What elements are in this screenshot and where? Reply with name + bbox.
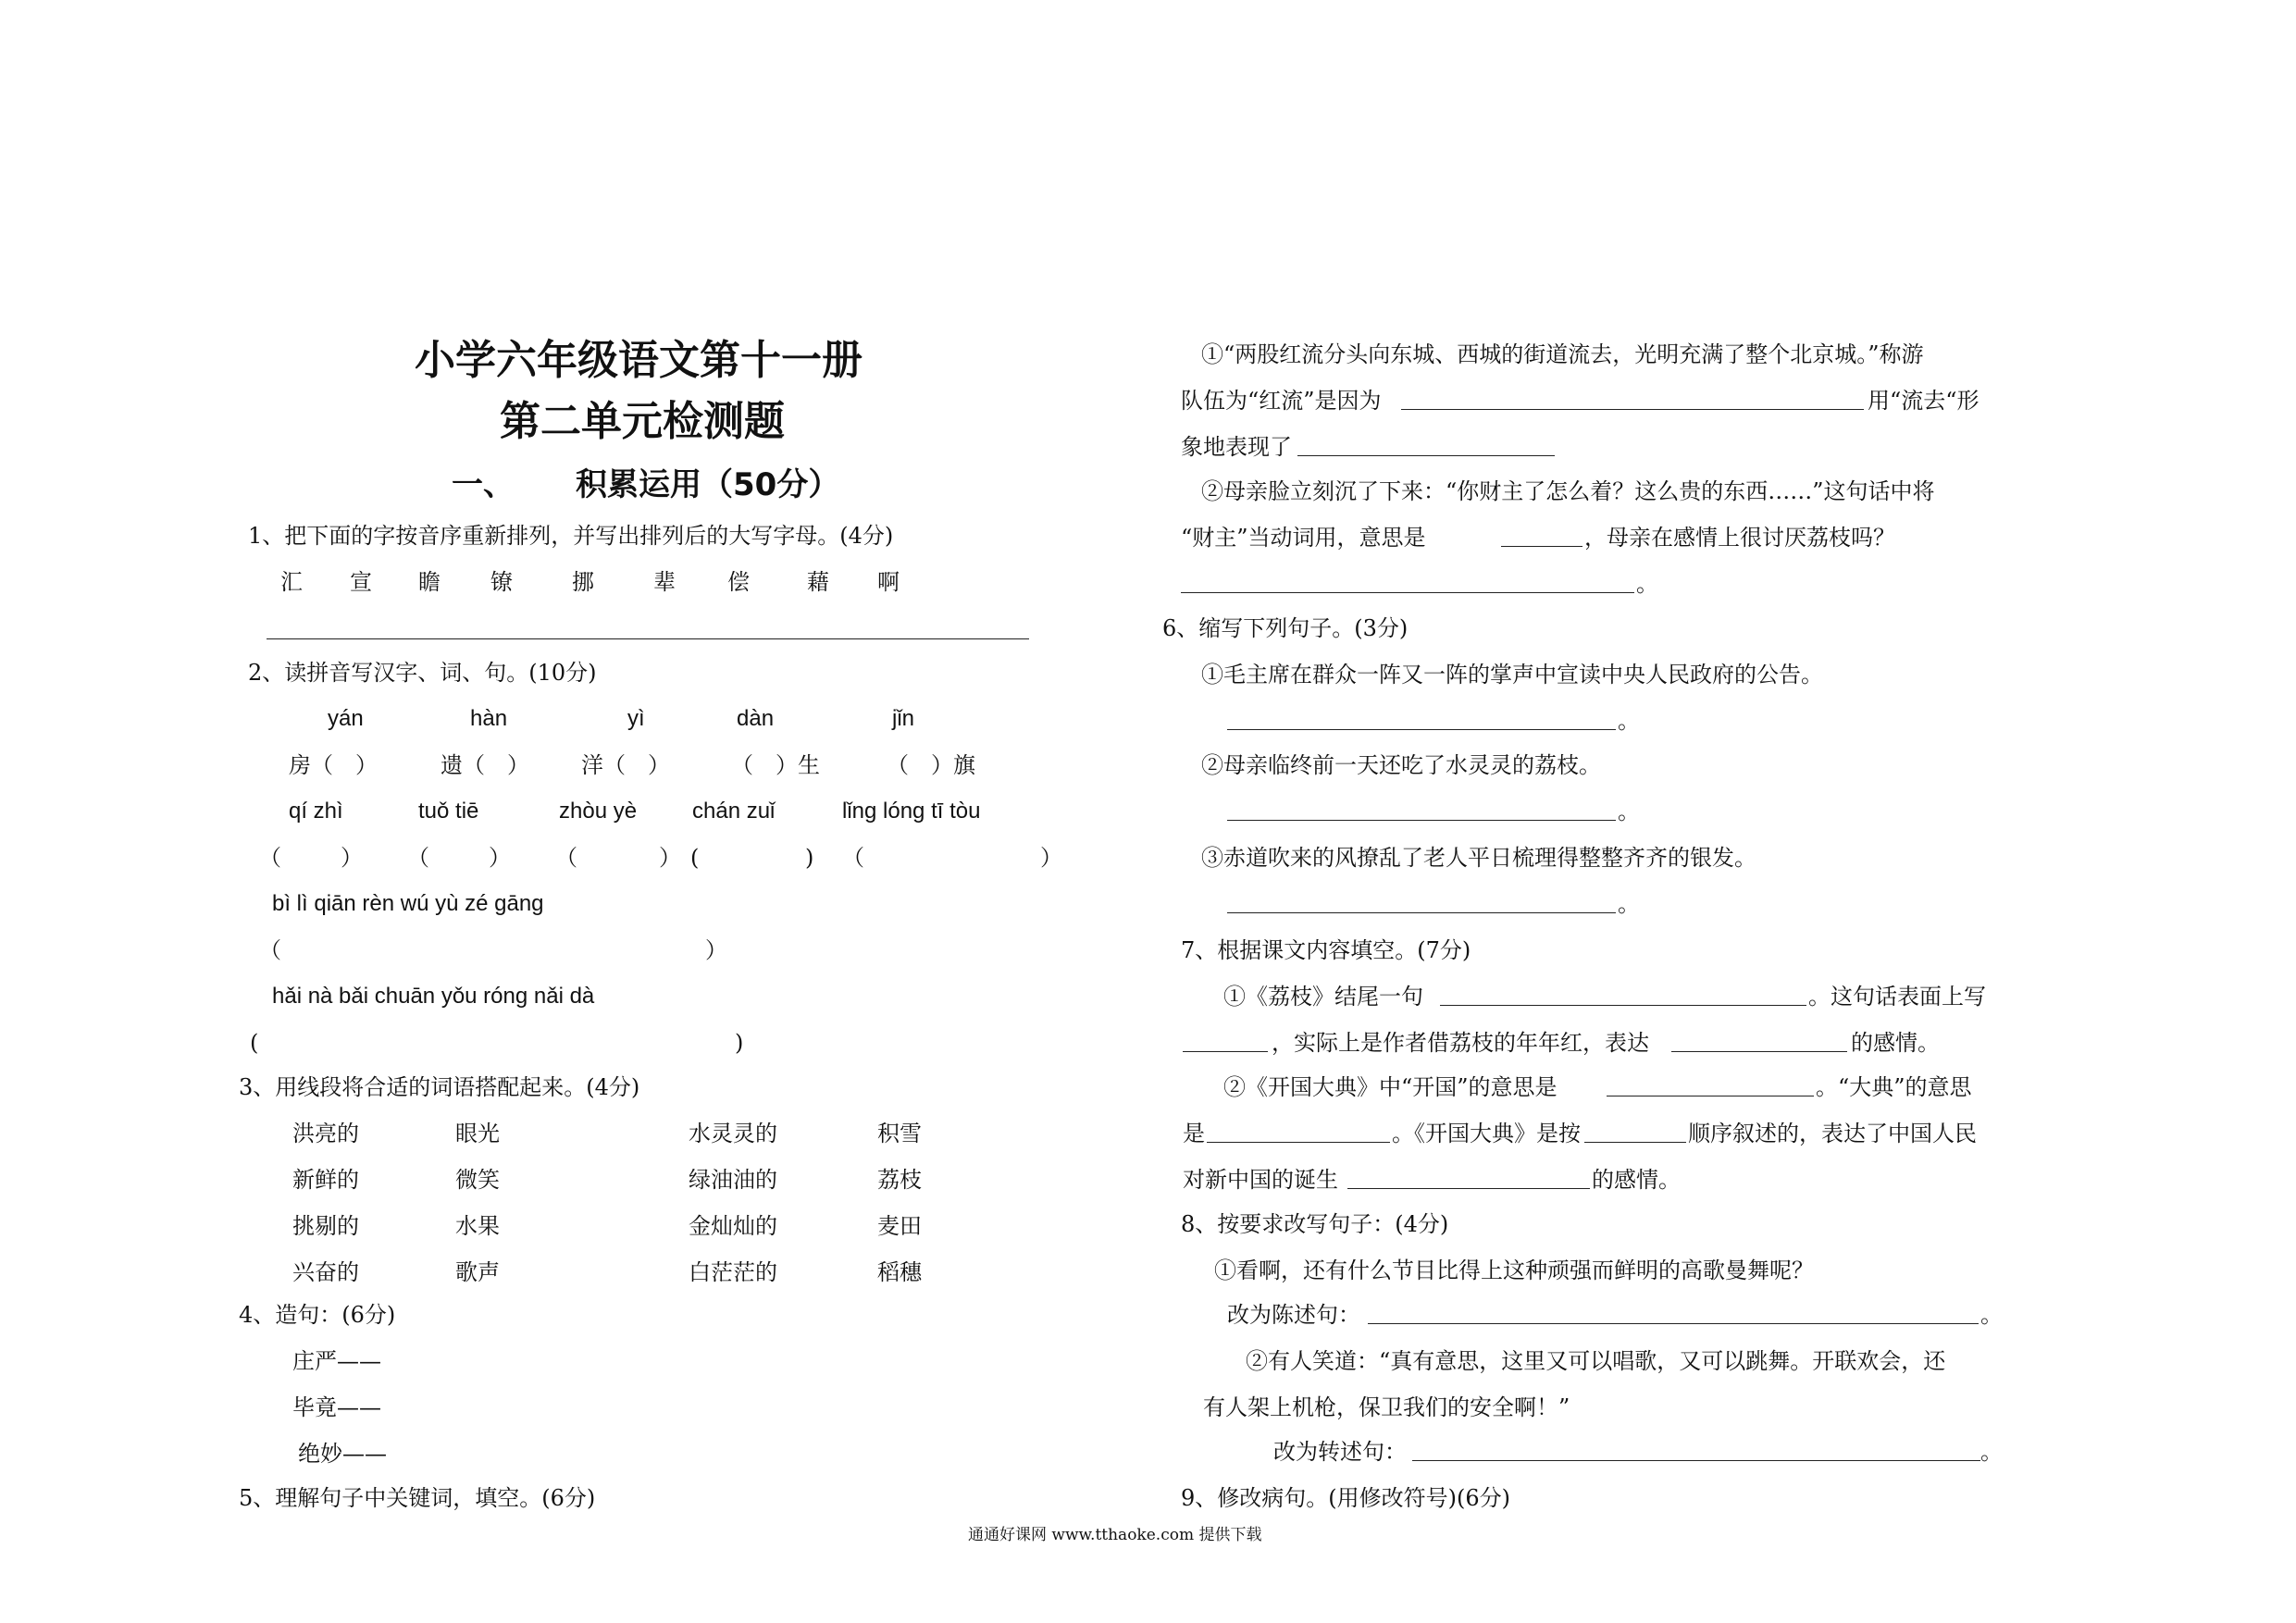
q7-blank[interactable] bbox=[1671, 1051, 1847, 1052]
q6-sentence: ③赤道吹来的风撩乱了老人平日梳理得整整齐齐的银发。 bbox=[1201, 845, 1756, 871]
q2-paren-close: ） bbox=[705, 937, 727, 963]
q7-text: 顺序叙述的，表达了中国人民 bbox=[1688, 1121, 1977, 1146]
q2-word-blank[interactable]: （ ）旗 bbox=[887, 752, 975, 778]
q4-item[interactable]: 庄严—— bbox=[292, 1348, 381, 1374]
q2-pinyin: bì lì qiān rèn wú yù zé gāng bbox=[272, 891, 544, 916]
q7-blank[interactable] bbox=[1347, 1188, 1590, 1189]
q2-pinyin: zhòu yè bbox=[559, 799, 638, 824]
q6-blank[interactable] bbox=[1227, 820, 1616, 821]
q2-paren-open[interactable]: （ bbox=[842, 845, 864, 871]
q2-word-blank[interactable]: 遗（ ） bbox=[441, 752, 529, 778]
q2-prompt: 2、读拼音写汉字、词、句。(10分) bbox=[248, 660, 597, 686]
q8-blank[interactable] bbox=[1412, 1460, 1980, 1461]
q6-sentence: ②母亲临终前一天还吃了水灵灵的荔枝。 bbox=[1201, 752, 1601, 778]
q3-word[interactable]: 金灿灿的 bbox=[689, 1213, 777, 1239]
q2-paren-close: ） bbox=[659, 845, 681, 871]
q6-blank[interactable] bbox=[1227, 729, 1616, 730]
q3-word[interactable]: 微笑 bbox=[455, 1167, 500, 1193]
q5-s2-blank[interactable] bbox=[1501, 546, 1582, 547]
q7-prompt: 7、根据课文内容填空。(7分) bbox=[1181, 937, 1471, 963]
q3-word[interactable]: 新鲜的 bbox=[292, 1167, 359, 1193]
q2-paren-open[interactable]: （ bbox=[259, 937, 281, 963]
q3-word[interactable]: 水果 bbox=[455, 1213, 500, 1239]
q8-blank[interactable] bbox=[1368, 1323, 1979, 1324]
q1-answer-line[interactable] bbox=[267, 638, 1029, 639]
q2-pinyin: hàn bbox=[470, 706, 508, 731]
page-footer: 通通好课网 www.tthaoke.com 提供下载 bbox=[968, 1526, 1262, 1544]
q5-s2-period: 。 bbox=[1636, 571, 1658, 597]
q5-s1-blank[interactable] bbox=[1297, 455, 1555, 456]
q3-word[interactable]: 积雪 bbox=[877, 1121, 922, 1146]
q2-paren-open[interactable]: （ bbox=[259, 845, 281, 871]
q8-period: 。 bbox=[1980, 1439, 2003, 1465]
q2-paren-close: ) bbox=[735, 1030, 744, 1056]
exam-title-line2: 第二单元检测题 bbox=[500, 398, 785, 445]
section-title: 积累运用（50分） bbox=[576, 466, 840, 503]
q2-pinyin: yì bbox=[627, 706, 645, 731]
q8-sentence2: ②有人笑道：“真有意思，这里又可以唱歌，又可以跳舞。开联欢会，还 bbox=[1246, 1348, 1946, 1374]
q2-word-blank[interactable]: 房（ ） bbox=[289, 752, 378, 778]
q4-item[interactable]: 毕竟—— bbox=[292, 1394, 381, 1420]
q2-paren-close: ） bbox=[341, 845, 363, 871]
q2-word-blank[interactable]: （ ）生 bbox=[731, 752, 820, 778]
q5-s2-blank[interactable] bbox=[1181, 592, 1634, 593]
q5-s1-text: 象地表现了 bbox=[1181, 434, 1292, 460]
q2-paren-open[interactable]: ( bbox=[250, 1030, 259, 1056]
q4-item[interactable]: 绝妙—— bbox=[298, 1441, 387, 1467]
q7-blank[interactable] bbox=[1584, 1142, 1686, 1143]
q2-paren-open[interactable]: （ bbox=[555, 845, 577, 871]
q1-char: 辈 bbox=[653, 569, 676, 595]
q3-word[interactable]: 兴奋的 bbox=[292, 1259, 359, 1285]
q7-blank[interactable] bbox=[1183, 1051, 1268, 1052]
q6-prompt: 6、缩写下列句子。(3分) bbox=[1162, 615, 1409, 641]
exam-title-line1: 小学六年级语文第十一册 bbox=[415, 337, 863, 384]
q2-pinyin: hǎi nà bǎi chuān yǒu róng nǎi dà bbox=[272, 984, 595, 1009]
q1-char: 挪 bbox=[572, 569, 594, 595]
q2-pinyin: tuǒ tiē bbox=[418, 799, 479, 824]
q2-paren-close: ) bbox=[805, 845, 814, 871]
q8-label: 改为转述句： bbox=[1273, 1439, 1407, 1465]
q3-word[interactable]: 荔枝 bbox=[877, 1167, 922, 1193]
q2-pinyin: dàn bbox=[737, 706, 775, 731]
q6-period: 。 bbox=[1618, 799, 1640, 824]
q1-char: 啊 bbox=[877, 569, 900, 595]
q6-blank[interactable] bbox=[1227, 912, 1616, 913]
q7-text: 。《开国大典》是按 bbox=[1392, 1121, 1581, 1146]
q3-word[interactable]: 歌声 bbox=[455, 1259, 500, 1285]
q1-char: 汇 bbox=[280, 569, 303, 595]
q3-word[interactable]: 麦田 bbox=[877, 1213, 922, 1239]
q8-prompt: 8、按要求改写句子：(4分) bbox=[1181, 1211, 1449, 1237]
q2-pinyin: lǐng lóng tī tòu bbox=[842, 799, 981, 824]
q5-s1-text: 用“流去“形 bbox=[1868, 388, 1980, 414]
q5-s2-text: ，母亲在感情上很讨厌荔枝吗？ bbox=[1584, 525, 1895, 551]
q9-prompt: 9、修改病句。(用修改符号)(6分) bbox=[1181, 1485, 1510, 1511]
q7-text: 的感情。 bbox=[1851, 1030, 1940, 1056]
q3-word[interactable]: 水灵灵的 bbox=[689, 1121, 777, 1146]
q7-text: 是 bbox=[1183, 1121, 1205, 1146]
section-number: 一、 bbox=[452, 466, 515, 503]
q5-sentence1: ①“两股红流分头向东城、西城的街道流去，光明充满了整个北京城。”称游 bbox=[1201, 341, 1924, 367]
q5-s1-text: 队伍为“红流”是因为 bbox=[1181, 388, 1382, 414]
q3-word[interactable]: 洪亮的 bbox=[292, 1121, 359, 1146]
q7-text: 对新中国的诞生 bbox=[1183, 1167, 1338, 1193]
q1-prompt: 1、把下面的字按音序重新排列，并写出排列后的大写字母。(4分) bbox=[248, 523, 894, 549]
q8-period: 。 bbox=[1980, 1302, 2003, 1328]
q2-paren-open[interactable]: （ bbox=[407, 845, 429, 871]
q3-word[interactable]: 眼光 bbox=[455, 1121, 500, 1146]
q7-blank[interactable] bbox=[1207, 1142, 1390, 1143]
q2-word-blank[interactable]: 洋（ ） bbox=[581, 752, 670, 778]
q2-pinyin: chán zuǐ bbox=[692, 799, 776, 824]
q1-char: 镣 bbox=[490, 569, 513, 595]
q4-prompt: 4、造句：(6分) bbox=[239, 1302, 396, 1328]
q5-s2-text: “财主”当动词用，意思是 bbox=[1181, 525, 1426, 551]
q7-text: ②《开国大典》中“开国”的意思是 bbox=[1223, 1074, 1558, 1100]
q5-s1-blank[interactable] bbox=[1401, 409, 1864, 410]
q7-text: ①《荔枝》结尾一句 bbox=[1223, 984, 1423, 1010]
q8-label: 改为陈述句： bbox=[1227, 1302, 1360, 1328]
q3-prompt: 3、用线段将合适的词语搭配起来。(4分) bbox=[239, 1074, 640, 1100]
q5-prompt: 5、理解句子中关键词，填空。(6分) bbox=[239, 1485, 596, 1511]
q1-char: 宣 bbox=[350, 569, 372, 595]
q6-period: 。 bbox=[1618, 708, 1640, 734]
q7-text: 。这句话表面上写 bbox=[1808, 984, 1986, 1010]
q2-pinyin: qí zhì bbox=[289, 799, 343, 824]
q1-char: 藉 bbox=[807, 569, 829, 595]
q6-period: 。 bbox=[1618, 891, 1640, 917]
q3-word[interactable]: 挑剔的 bbox=[292, 1213, 359, 1239]
q1-char: 偿 bbox=[727, 569, 750, 595]
q2-paren-close: ） bbox=[1040, 845, 1062, 871]
q8-sentence1: ①看啊，还有什么节目比得上这种顽强而鲜明的高歌曼舞呢？ bbox=[1214, 1258, 1814, 1283]
q3-word[interactable]: 白茫茫的 bbox=[689, 1259, 777, 1285]
q3-word[interactable]: 绿油油的 bbox=[689, 1167, 777, 1193]
q5-sentence2: ②母亲脸立刻沉了下来：“你财主了怎么着？这么贵的东西……”这句话中将 bbox=[1201, 478, 1935, 504]
q2-pinyin: yán bbox=[328, 706, 364, 731]
q1-char: 瞻 bbox=[418, 569, 441, 595]
q8-sentence2: 有人架上机枪，保卫我们的安全啊！” bbox=[1203, 1394, 1570, 1420]
q2-pinyin: jǐn bbox=[892, 706, 915, 731]
q2-paren-open[interactable]: ( bbox=[690, 845, 700, 871]
q3-word[interactable]: 稻穗 bbox=[877, 1259, 922, 1285]
q2-paren-close: ） bbox=[489, 845, 511, 871]
q7-text: ，实际上是作者借荔枝的年年红，表达 bbox=[1272, 1030, 1649, 1056]
q7-text: 。“大典”的意思 bbox=[1816, 1074, 1972, 1100]
q6-sentence: ①毛主席在群众一阵又一阵的掌声中宣读中央人民政府的公告。 bbox=[1201, 662, 1823, 688]
q7-text: 的感情。 bbox=[1592, 1167, 1681, 1193]
q7-blank[interactable] bbox=[1440, 1005, 1806, 1006]
